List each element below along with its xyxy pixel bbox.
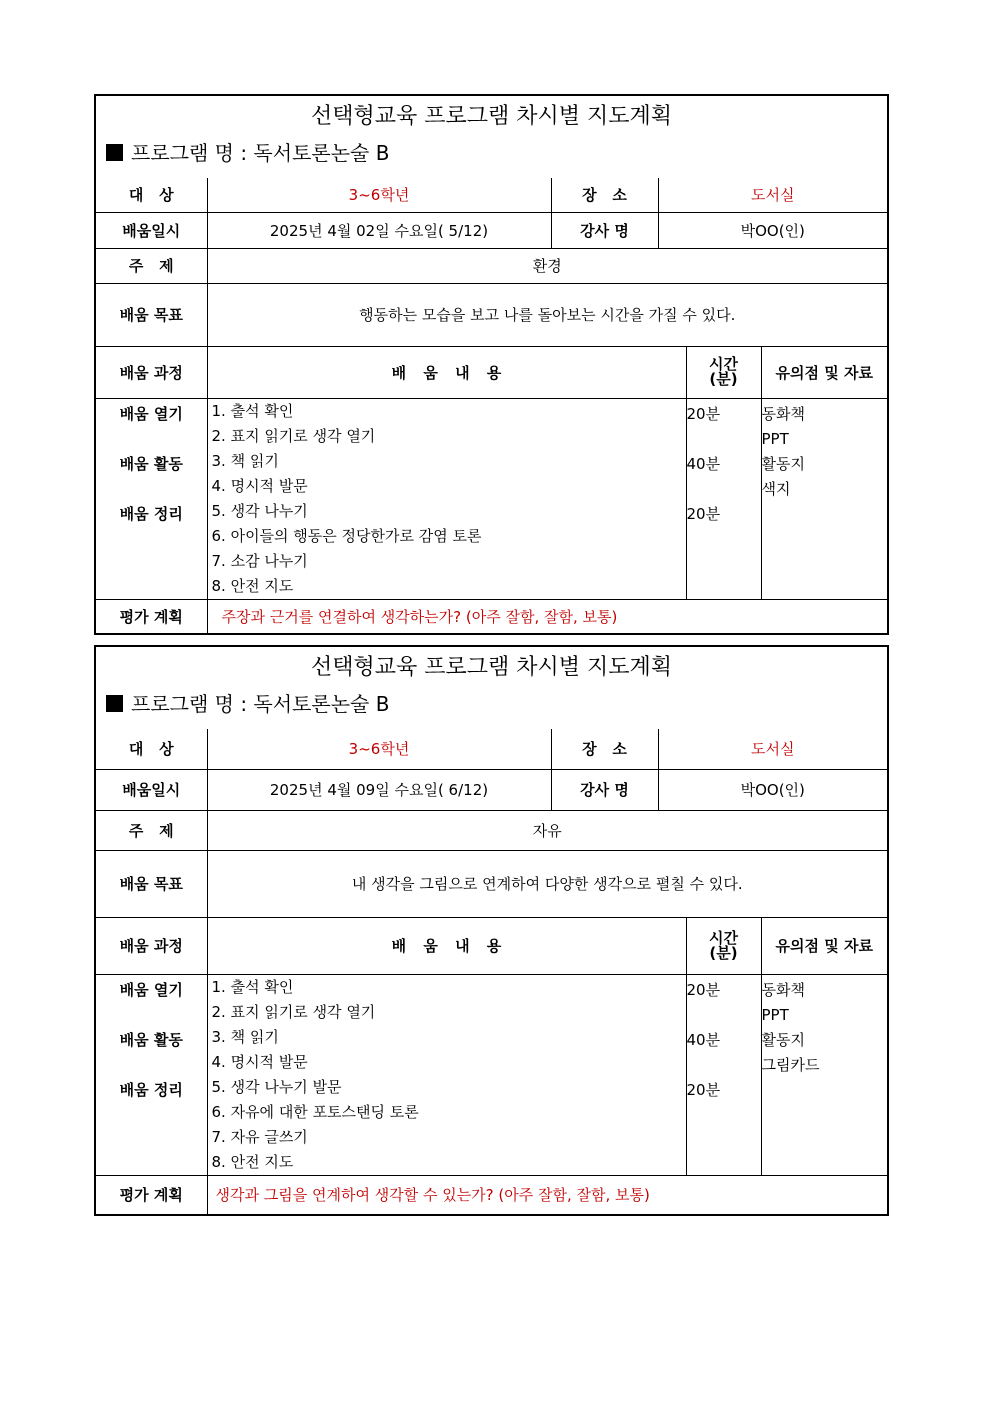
content-label: 배 움 내 용: [207, 346, 686, 398]
square-bullet-icon: [106, 144, 123, 161]
goal-value: 행동하는 모습을 보고 나를 돌아보는 시간을 가질 수 있다.: [207, 283, 887, 346]
step-item: 4. 명시적 발문: [211, 476, 308, 495]
target-value: 3~6학년: [207, 178, 551, 212]
notes-label: 유의점 및 자료: [761, 346, 887, 398]
eval-label: 평가 계획: [96, 599, 207, 633]
time-list: [686, 974, 761, 1175]
instructor-label: 강사 명: [551, 769, 658, 810]
material-item: PPT: [761, 429, 789, 448]
eval-label: 평가 계획: [96, 1175, 207, 1214]
time-item: [687, 427, 761, 452]
plan-table: [96, 178, 887, 633]
step-list: [207, 398, 686, 599]
phase-close: 배움 정리: [119, 1080, 183, 1099]
step-item: 5. 생각 나누기 발문: [211, 1077, 342, 1096]
target-label: 대 상: [96, 729, 207, 769]
time-label-line2: (분): [709, 370, 738, 388]
step-item: 2. 표지 읽기로 생각 열기: [211, 1002, 376, 1021]
material-item: PPT: [761, 1005, 789, 1024]
topic-value: 자유: [207, 810, 887, 850]
place-value: 도서실: [658, 729, 887, 769]
time-label-line1: 시간: [709, 355, 738, 373]
step-list: [207, 974, 686, 1175]
plan-title: 선택형교육 프로그램 차시별 지도계획: [310, 655, 672, 680]
time-item: 20분: [686, 504, 721, 523]
step-item: 1. 출석 확인: [211, 401, 294, 420]
step-item: 4. 명시적 발문: [211, 1052, 308, 1071]
date-value: 2025년 4월 02일 수요일( 5/12): [207, 212, 551, 248]
topic-label: 주 제: [96, 248, 207, 283]
square-bullet-icon: [106, 695, 123, 712]
eval-value: 생각과 그림을 연계하여 생각할 수 있는가? (아주 잘함, 잘함, 보통): [207, 1175, 887, 1214]
step-item: 8. 안전 지도: [211, 1152, 294, 1171]
step-item: 3. 책 읽기: [211, 1027, 279, 1046]
place-label: 장 소: [551, 729, 658, 769]
time-item: 20분: [686, 980, 721, 999]
material-item: 색지: [761, 479, 791, 498]
program-name-text: 프로그램 명 : 독서토론논술 B: [131, 692, 390, 716]
time-item: 40분: [686, 1030, 721, 1049]
step-item: 8. 안전 지도: [211, 576, 294, 595]
plan-title: 선택형교육 프로그램 차시별 지도계획: [310, 104, 672, 129]
instructor-value: 박OO(인): [658, 769, 887, 810]
content-label: 배 움 내 용: [207, 917, 686, 974]
date-label: 배움일시: [96, 769, 207, 810]
lesson-plan-1: [94, 94, 889, 635]
eval-value: 주장과 근거를 연결하여 생각하는가? (아주 잘함, 잘함, 보통): [207, 599, 887, 633]
time-item: 20분: [686, 1080, 721, 1099]
plan-table: [96, 729, 887, 1214]
material-item: 활동지: [761, 454, 805, 473]
phase-open: 배움 열기: [119, 404, 183, 423]
time-item: [687, 477, 761, 502]
process-label: 배움 과정: [96, 917, 207, 974]
date-label: 배움일시: [96, 212, 207, 248]
topic-value: 환경: [207, 248, 887, 283]
plan-header: [96, 96, 887, 178]
date-value: 2025년 4월 09일 수요일( 6/12): [207, 769, 551, 810]
phase-activity: 배움 활동: [119, 454, 183, 473]
place-value: 도서실: [658, 178, 887, 212]
material-item: 그림카드: [761, 1055, 820, 1074]
time-item: 20분: [686, 404, 721, 423]
time-label-line1: 시간: [709, 928, 738, 947]
time-label-line2: (분): [709, 943, 738, 962]
lesson-plan-2: [94, 645, 889, 1216]
instructor-value: 박OO(인): [658, 212, 887, 248]
notes-label: 유의점 및 자료: [761, 917, 887, 974]
step-item: 6. 아이들의 행동은 정당한가로 감염 토론: [211, 526, 482, 545]
program-name: [96, 138, 887, 178]
place-label: 장 소: [551, 178, 658, 212]
program-name-text: 프로그램 명 : 독서토론논술 B: [131, 141, 390, 165]
time-list: [686, 398, 761, 599]
phase-activity: 배움 활동: [119, 1030, 183, 1049]
step-item: 5. 생각 나누기: [211, 501, 308, 520]
time-label: [686, 346, 761, 398]
time-item: 40분: [686, 454, 721, 473]
plan-header: [96, 647, 887, 729]
material-item: 동화책: [761, 404, 805, 423]
time-label: [686, 917, 761, 974]
process-label: 배움 과정: [96, 346, 207, 398]
step-item: 3. 책 읽기: [211, 451, 279, 470]
material-item: 활동지: [761, 1030, 805, 1049]
materials-list: [761, 974, 887, 1175]
instructor-label: 강사 명: [551, 212, 658, 248]
goal-label: 배움 목표: [96, 283, 207, 346]
material-item: 동화책: [761, 980, 805, 999]
topic-label: 주 제: [96, 810, 207, 850]
time-item: [687, 1003, 761, 1028]
target-value: 3~6학년: [207, 729, 551, 769]
step-item: 1. 출석 확인: [211, 977, 294, 996]
goal-value: 내 생각을 그림으로 연계하여 다양한 생각으로 펼칠 수 있다.: [207, 850, 887, 917]
materials-list: [761, 398, 887, 599]
goal-label: 배움 목표: [96, 850, 207, 917]
phase-open: 배움 열기: [119, 980, 183, 999]
phase-list: [96, 398, 207, 599]
phase-list: [96, 974, 207, 1175]
step-item: 6. 자유에 대한 포토스탠딩 토론: [211, 1102, 419, 1121]
time-item: [687, 1053, 761, 1078]
target-label: 대 상: [96, 178, 207, 212]
program-name: [96, 689, 887, 729]
phase-close: 배움 정리: [119, 504, 183, 523]
step-item: 2. 표지 읽기로 생각 열기: [211, 426, 376, 445]
step-item: 7. 소감 나누기: [211, 551, 308, 570]
step-item: 7. 자유 글쓰기: [211, 1127, 308, 1146]
